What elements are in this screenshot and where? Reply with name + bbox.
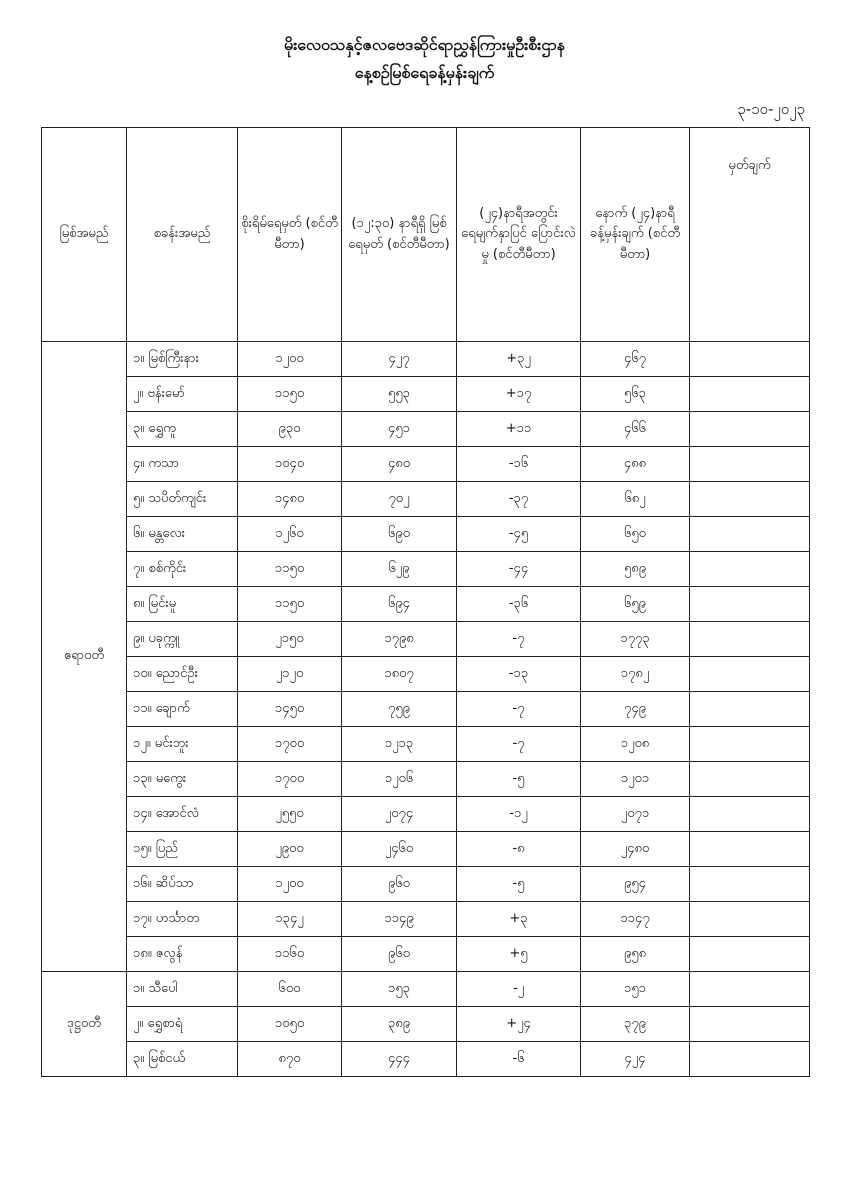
header-24h-change: (၂၄)နာရီအတွင်း ရေမျက်နှာပြင် ပြောင်းလဲမှု (စင်တီမီတာ) — [457, 128, 581, 342]
page-subtitle: နေ့စဉ်မြစ်ရေခန့်မှန်းချက် — [354, 63, 495, 82]
current-level-cell: ၄၈၀ — [342, 447, 457, 482]
forecast-cell: ၁၇၈၂ — [581, 657, 690, 692]
forecast-cell: ၄၂၄ — [581, 1042, 690, 1077]
forecast-cell: ၁၂၀၈ — [581, 727, 690, 762]
page-title: မိုးလေဝသနှင့်ဇလဗေဒဆိုင်ရာညွှန်ကြားမှုဦးစီးဌာန — [284, 35, 565, 54]
danger-level-cell: ၂၁၂၀ — [238, 657, 342, 692]
danger-level-cell: ၈၇၀ — [238, 1042, 342, 1077]
river-name-cell: ဒုဋ္ဌဝတီ — [42, 972, 127, 1077]
change-cell: -၅ — [457, 762, 581, 797]
remark-cell — [690, 517, 810, 552]
header-remark: မှတ်ချက် — [690, 128, 810, 342]
forecast-cell: ၆၅၉ — [581, 587, 690, 622]
forecast-cell: ၄၆၇ — [581, 342, 690, 377]
change-cell: +၁၁ — [457, 412, 581, 447]
change-cell: -၆ — [457, 1042, 581, 1077]
change-cell: -၅ — [457, 867, 581, 902]
remark-cell — [690, 482, 810, 517]
danger-level-cell: ၂၁၅၀ — [238, 622, 342, 657]
change-cell: -၁၂ — [457, 797, 581, 832]
table-row — [42, 587, 810, 622]
forecast-cell: ၁၁၄၇ — [581, 902, 690, 937]
station-cell: ၄။ ကသာ — [127, 447, 238, 482]
danger-level-cell: ၂၅၅၀ — [238, 797, 342, 832]
station-cell: ၁၄။ အောင်လံ — [127, 797, 238, 832]
header-station: စခန်းအမည် — [127, 128, 238, 342]
current-level-cell: ၄၂၇ — [342, 342, 457, 377]
station-cell: ၁၃။ မကွေး — [127, 762, 238, 797]
change-cell: +၂၄ — [457, 1007, 581, 1042]
forecast-cell: ၉၅၄ — [581, 867, 690, 902]
table-row — [42, 482, 810, 517]
forecast-cell: ၂၄၈၀ — [581, 832, 690, 867]
current-level-cell: ၁၂၁၃ — [342, 727, 457, 762]
table-row — [42, 797, 810, 832]
danger-level-cell: ၁၇၀၀ — [238, 727, 342, 762]
table-header-row — [42, 128, 810, 342]
current-level-cell: ၁၅၃ — [342, 972, 457, 1007]
river-forecast-table — [41, 127, 810, 1077]
header-river: မြစ်အမည် — [42, 128, 127, 342]
forecast-cell: ၆၅၀ — [581, 517, 690, 552]
forecast-cell: ၂၀၇၁ — [581, 797, 690, 832]
station-cell: ၁၈။ ဇလွန် — [127, 937, 238, 972]
remark-cell — [690, 1042, 810, 1077]
station-cell: ၁၆။ ဆိပ်သာ — [127, 867, 238, 902]
station-cell: ၁၁။ ချောက် — [127, 692, 238, 727]
station-cell: ၈။ မြင်းမူ — [127, 587, 238, 622]
current-level-cell: ၆၂၉ — [342, 552, 457, 587]
change-cell: -၁၃ — [457, 657, 581, 692]
table-row — [42, 1042, 810, 1077]
change-cell: -၇ — [457, 622, 581, 657]
table-row — [42, 622, 810, 657]
danger-level-cell: ၁၃၄၂ — [238, 902, 342, 937]
remark-cell — [690, 832, 810, 867]
table-row — [42, 412, 810, 447]
remark-cell — [690, 587, 810, 622]
river-name-cell: ဧရာဝတီ — [42, 342, 127, 972]
danger-level-cell: ၁၂၀၀ — [238, 342, 342, 377]
current-level-cell: ၄၅၁ — [342, 412, 457, 447]
current-level-cell: ၅၅၃ — [342, 377, 457, 412]
current-level-cell: ၃၈၉ — [342, 1007, 457, 1042]
change-cell: -၃၇ — [457, 482, 581, 517]
report-date: ၃-၁၀-၂၀၂၃ — [737, 100, 805, 118]
remark-cell — [690, 657, 810, 692]
table-row — [42, 832, 810, 867]
current-level-cell: ၉၆၀ — [342, 937, 457, 972]
table-row — [42, 902, 810, 937]
current-level-cell: ၄၄၄ — [342, 1042, 457, 1077]
change-cell: +၁၇ — [457, 377, 581, 412]
station-cell: ၂။ ရွှေစာရံ — [127, 1007, 238, 1042]
station-cell: ၃။ ရွှေကူ — [127, 412, 238, 447]
remark-cell — [690, 692, 810, 727]
table-row — [42, 1007, 810, 1042]
forecast-cell: ၅၆၃ — [581, 377, 690, 412]
station-cell: ၆။ မန္တလေး — [127, 517, 238, 552]
remark-cell — [690, 447, 810, 482]
forecast-cell: ၁၇၇၃ — [581, 622, 690, 657]
remark-cell — [690, 937, 810, 972]
table-row — [42, 447, 810, 482]
change-cell: -၄၄ — [457, 552, 581, 587]
current-level-cell: ၆၉၄ — [342, 587, 457, 622]
change-cell: -၁၆ — [457, 447, 581, 482]
danger-level-cell: ၁၁၅၀ — [238, 552, 342, 587]
change-cell: -၈ — [457, 832, 581, 867]
header-current-level: (၁၂:၃၀) နာရီရှိ မြစ်ရေမှတ် (စင်တီမီတာ) — [342, 128, 457, 342]
forecast-cell: ၉၅၈ — [581, 937, 690, 972]
current-level-cell: ၁၈၀၇ — [342, 657, 457, 692]
danger-level-cell: ၆၀၀ — [238, 972, 342, 1007]
station-cell: ၃။ မြစ်ငယ် — [127, 1042, 238, 1077]
change-cell: -၄၅ — [457, 517, 581, 552]
change-cell: +၅ — [457, 937, 581, 972]
remark-cell — [690, 727, 810, 762]
danger-level-cell: ၁၂၆၀ — [238, 517, 342, 552]
change-cell: -၂ — [457, 972, 581, 1007]
station-cell: ၅။ သပိတ်ကျင်း — [127, 482, 238, 517]
station-cell: ၁၇။ ဟင်္သာတ — [127, 902, 238, 937]
forecast-cell: ၆၈၂ — [581, 482, 690, 517]
station-cell: ၁၅။ ပြည် — [127, 832, 238, 867]
remark-cell — [690, 972, 810, 1007]
table-body — [42, 342, 810, 1077]
danger-level-cell: ၁၇၀၀ — [238, 762, 342, 797]
change-cell: +၃၂ — [457, 342, 581, 377]
current-level-cell: ၇၅၉ — [342, 692, 457, 727]
header-forecast: နောက် (၂၄)နာရီ ခန့်မှန်းချက် (စင်တီမီတာ) — [581, 128, 690, 342]
station-cell: ၁၀။ ညောင်ဦး — [127, 657, 238, 692]
remark-cell — [690, 412, 810, 447]
remark-cell — [690, 902, 810, 937]
current-level-cell: ၂၀၇၄ — [342, 797, 457, 832]
forecast-cell: ၁၂၀၁ — [581, 762, 690, 797]
station-cell: ၇။ စစ်ကိုင်း — [127, 552, 238, 587]
danger-level-cell: ၁၁၅၀ — [238, 587, 342, 622]
station-cell: ၉။ ပခုက္ကူ — [127, 622, 238, 657]
current-level-cell: ၁၇၉၈ — [342, 622, 457, 657]
danger-level-cell: ၁၁၅၀ — [238, 377, 342, 412]
danger-level-cell: ၉၃၀ — [238, 412, 342, 447]
remark-cell — [690, 762, 810, 797]
current-level-cell: ၆၉၀ — [342, 517, 457, 552]
forecast-cell: ၃၇၉ — [581, 1007, 690, 1042]
remark-cell — [690, 377, 810, 412]
remark-cell — [690, 867, 810, 902]
change-cell: -၇ — [457, 692, 581, 727]
forecast-cell: ၄၈၈ — [581, 447, 690, 482]
table-row — [42, 657, 810, 692]
forecast-cell: ၁၅၁ — [581, 972, 690, 1007]
danger-level-cell: ၁၄၅၀ — [238, 692, 342, 727]
remark-cell — [690, 1007, 810, 1042]
current-level-cell: ၇၀၂ — [342, 482, 457, 517]
table-row — [42, 692, 810, 727]
danger-level-cell: ၁၂၀၀ — [238, 867, 342, 902]
current-level-cell: ၉၆၀ — [342, 867, 457, 902]
table-row — [42, 517, 810, 552]
station-cell: ၁။ မြစ်ကြီးနား — [127, 342, 238, 377]
change-cell: -၃၆ — [457, 587, 581, 622]
change-cell: -၇ — [457, 727, 581, 762]
danger-level-cell: ၁၄၈၀ — [238, 482, 342, 517]
remark-cell — [690, 797, 810, 832]
header-danger-level: စိုးရိမ်ရေမှတ် (စင်တီမီတာ) — [238, 128, 342, 342]
table-row — [42, 972, 810, 1007]
station-cell: ၁၂။ မင်းဘူး — [127, 727, 238, 762]
station-cell: ၂။ ဗန်းမော် — [127, 377, 238, 412]
current-level-cell: ၁၁၄၉ — [342, 902, 457, 937]
remark-cell — [690, 622, 810, 657]
remark-cell — [690, 552, 810, 587]
forecast-cell: ၅၈၉ — [581, 552, 690, 587]
change-cell: +၃ — [457, 902, 581, 937]
danger-level-cell: ၁၀၄၀ — [238, 447, 342, 482]
forecast-cell: ၇၄၉ — [581, 692, 690, 727]
danger-level-cell: ၂၉၀၀ — [238, 832, 342, 867]
remark-cell — [690, 342, 810, 377]
table-row — [42, 552, 810, 587]
danger-level-cell: ၁၁၆၀ — [238, 937, 342, 972]
table-row — [42, 867, 810, 902]
table-row — [42, 727, 810, 762]
current-level-cell: ၁၂၀၆ — [342, 762, 457, 797]
danger-level-cell: ၁၀၅၀ — [238, 1007, 342, 1042]
current-level-cell: ၂၄၆၀ — [342, 832, 457, 867]
table-row — [42, 377, 810, 412]
station-cell: ၁။ သီပေါ — [127, 972, 238, 1007]
forecast-cell: ၄၆၆ — [581, 412, 690, 447]
table-row — [42, 342, 810, 377]
table-row — [42, 762, 810, 797]
table-row — [42, 937, 810, 972]
